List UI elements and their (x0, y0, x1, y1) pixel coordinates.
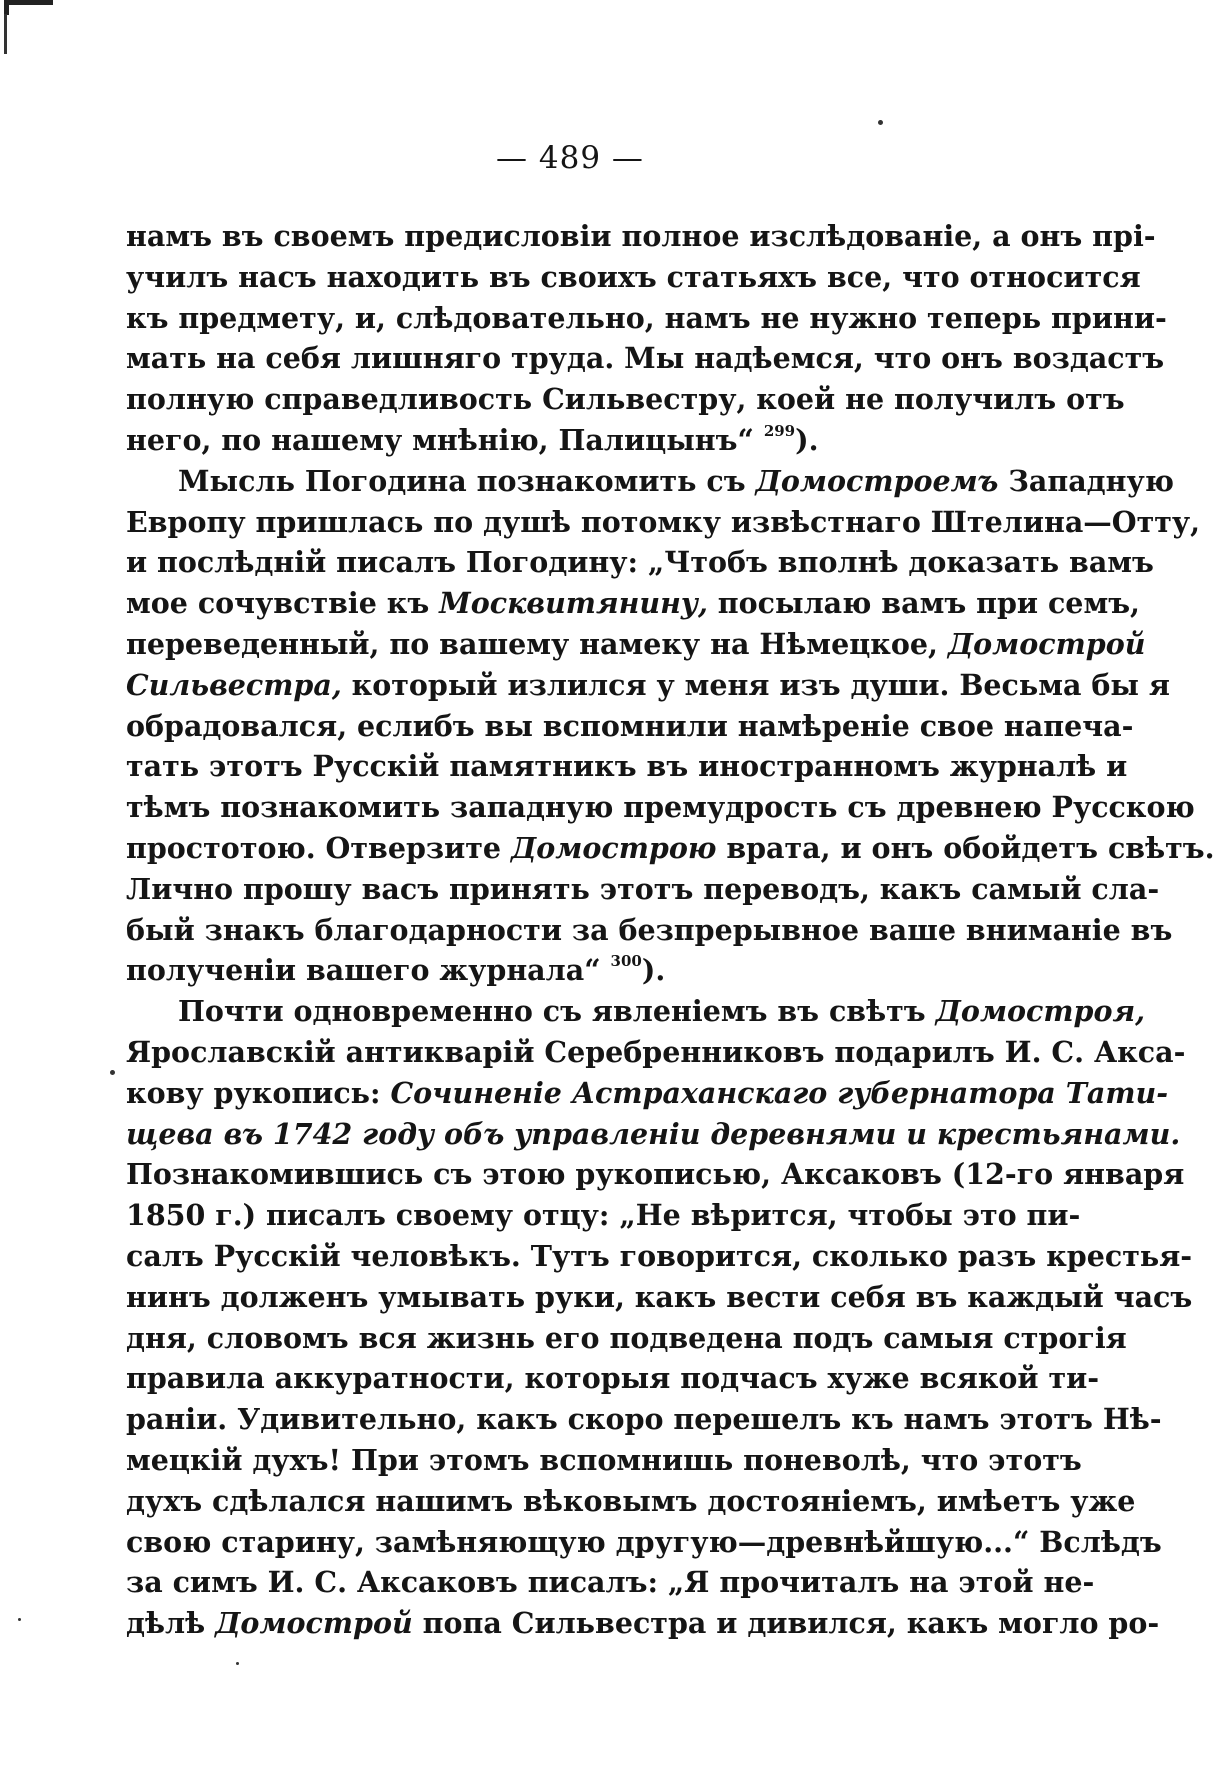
text-line (126, 338, 1165, 379)
page-number: — 489 — (496, 140, 644, 176)
text-run: переведенный, по вашему намеку на Нѣмецкое, (126, 626, 948, 661)
text-run: за симъ И. С. Аксаковъ писалъ: „Я прочиталъ на этой не- (126, 1565, 1095, 1600)
text-run: Европу пришлась по душѣ потомку извѣстнаго Штелина—Отту, (126, 504, 1201, 539)
italic-title: Домострой (215, 1606, 413, 1641)
text-run: простотою. Отверзите (126, 830, 511, 865)
text-run: 1850 г.) писалъ своему отцу: „Не вѣрится, чтобы это пи- (126, 1198, 1081, 1233)
body-text (126, 216, 1215, 1644)
text-run: бый знакъ благодарности за безпрерывное ваше вниманіе въ (126, 912, 1173, 947)
text-line (126, 502, 1201, 543)
text-line (126, 828, 1215, 869)
text-line (126, 1114, 1181, 1155)
text-run: мецкій духъ! При этомъ вспомнишь поневолѣ, что этотъ (126, 1442, 1082, 1477)
text-run: дня, словомъ вся жизнь его подведена подъ самыя строгія (126, 1320, 1127, 1355)
text-run: кову рукопись: (126, 1075, 391, 1110)
text-run: мое сочувствіе къ (126, 586, 440, 621)
text-line (126, 1154, 1185, 1195)
text-line (126, 1073, 1169, 1114)
text-line (126, 1318, 1127, 1359)
text-line (126, 1399, 1162, 1440)
text-run: посылаю вамъ при семъ, (707, 586, 1140, 621)
text-run: обрадовался, еслибъ вы вспомнили намѣреніе свое напеча- (126, 708, 1134, 743)
text-line (126, 298, 1167, 339)
text-run: Почти одновременно съ явленіемъ въ свѣтъ (178, 994, 936, 1029)
page-edge-mark (4, 14, 7, 54)
ink-speck (110, 1070, 115, 1075)
text-line (126, 624, 1146, 665)
italic-title: Домострою (510, 830, 717, 865)
text-run: мать на себя лишняго труда. Мы надѣемся, что онъ воздастъ (126, 341, 1165, 376)
italic-title: Домостроемъ (755, 463, 999, 498)
italic-title: Москвитянину, (439, 586, 708, 621)
text-line (126, 787, 1195, 828)
text-run: попа Сильвестра и дивился, какъ могло ро- (412, 1606, 1160, 1641)
text-line (126, 461, 1174, 502)
text-line (126, 706, 1134, 747)
text-line (126, 950, 954, 991)
italic-title: Сочиненіе Астраханскаго губернатора Тати- (390, 1075, 1169, 1110)
footnote-ref: 300 (610, 952, 642, 971)
italic-title: Домострой (947, 626, 1146, 661)
footnote-ref: 299 (763, 421, 796, 440)
text-run: который излился у меня изъ души. Весьма бы я (341, 667, 1170, 702)
ink-speck (236, 1662, 239, 1665)
text-run: полную справедливость Сильвестру, коей не получилъ отъ (126, 382, 1125, 417)
italic-title: Домостроя, (935, 994, 1146, 1029)
text-run: Познакомившись съ этою рукописью, Аксаковъ (12-го января (126, 1157, 1185, 1192)
text-run: ). (641, 953, 666, 988)
ink-speck (18, 1618, 21, 1621)
text-line (126, 583, 1140, 624)
text-run: тѣмъ познакомить западную премудрость съ древнею Русскою (126, 790, 1195, 825)
text-line (126, 542, 1154, 583)
text-line (126, 869, 1160, 910)
text-run: врата, и онъ обойдетъ свѣтъ. (716, 830, 1215, 865)
italic-title: Сильвестра, (126, 667, 342, 702)
text-line (126, 1481, 1136, 1522)
text-run: салъ Русскій человѣкъ. Тутъ говорится, сколько разъ крестья- (126, 1238, 1193, 1273)
text-line (126, 1195, 1081, 1236)
text-run: тать этотъ Русскій памятникъ въ иностранномъ журналѣ и (126, 749, 1128, 784)
text-run: Лично прошу васъ принять этотъ переводъ, какъ самый сла- (126, 871, 1160, 906)
text-line (126, 216, 1156, 257)
text-line (126, 1440, 1082, 1481)
text-line (126, 1277, 1193, 1318)
text-line (126, 910, 1173, 951)
text-run: Ярославскій антикварій Серебренниковъ подарилъ И. С. Акса- (126, 1034, 1186, 1069)
text-line (126, 1522, 1162, 1563)
text-line (126, 1562, 1095, 1603)
text-line (126, 665, 1170, 706)
text-run: намъ въ своемъ предисловіи полное изслѣдованіе, а онъ прі- (126, 219, 1156, 253)
italic-title: щева въ 1742 году объ управленіи деревнями и крестьянами. (126, 1116, 1181, 1151)
text-line (126, 257, 1141, 298)
text-line (126, 1603, 1160, 1644)
text-run: Мысль Погодина познакомить съ (178, 463, 756, 498)
ink-speck (878, 120, 883, 125)
text-run: раніи. Удивительно, какъ скоро перешелъ къ намъ этотъ Нѣ- (126, 1402, 1162, 1437)
text-run: и послѣдній писалъ Погодину: „Чтобъ вполнѣ доказать вамъ (126, 545, 1154, 580)
text-line (126, 1358, 1100, 1399)
text-run: къ предмету, и, слѣдовательно, намъ не нужно теперь прини- (126, 300, 1167, 335)
text-run: полученіи вашего журнала“ (126, 953, 611, 988)
text-line (126, 1236, 1193, 1277)
text-line (126, 420, 954, 461)
text-line (126, 379, 1125, 420)
text-run: училъ насъ находить въ своихъ статьяхъ все, что относится (126, 259, 1141, 294)
text-line (126, 991, 1146, 1032)
text-line (126, 1032, 1186, 1073)
text-run: правила аккуратности, которыя подчасъ хуже всякой ти- (126, 1361, 1100, 1396)
text-line (126, 746, 1128, 787)
text-run: него, по нашему мнѣнію, Палицынъ“ (126, 422, 764, 457)
text-run: нинъ долженъ умывать руки, какъ вести себя въ каждый часъ (126, 1279, 1193, 1314)
text-run: ). (795, 422, 819, 457)
text-run: Западную (998, 463, 1174, 498)
page-corner-mark (4, 0, 53, 15)
text-run: свою старину, замѣняющую другую—древнѣйшую...“ Вслѣдъ (126, 1524, 1162, 1559)
text-run: духъ сдѣлался нашимъ вѣковымъ достояніемъ, имѣетъ уже (126, 1483, 1136, 1518)
text-run: дѣлѣ (126, 1606, 216, 1641)
